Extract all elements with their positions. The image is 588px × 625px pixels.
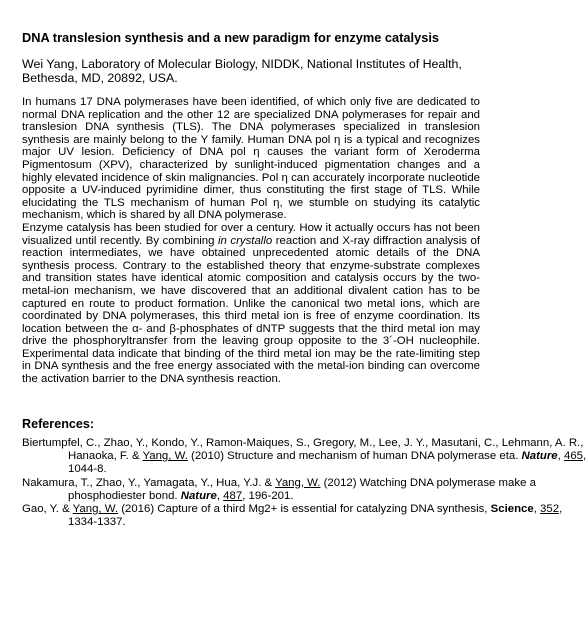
- ref-authors: Biertumpfel, C., Zhao, Y., Kondo, Y., Ramon-Maiques, S., Gregory, M., Lee, J. Y., Masutani, C., Lehmann, A. R., Hanaoka, F. &: [22, 437, 584, 463]
- ref-author-underlined: Yang, W.: [72, 503, 119, 516]
- ref-sep: ,: [533, 503, 541, 516]
- reference-item: [22, 477, 588, 503]
- ref-sep: ,: [216, 489, 224, 502]
- reference-item: [22, 437, 588, 477]
- paragraph-2-text-a: Enzyme catalysis has been studied for over a century. How it actually occurs has not been visualized until recently. By combining: [22, 221, 480, 247]
- ref-authors: Gao, Y. &: [22, 503, 73, 516]
- ref-journal: Nature: [180, 489, 217, 502]
- references-heading: References:: [22, 417, 95, 431]
- reference-item: [22, 503, 588, 529]
- ref-title: (2016) Capture of a third Mg2+ is essential for catalyzing DNA synthesis,: [118, 503, 491, 516]
- ref-volume: 352: [540, 503, 560, 516]
- ref-pages: , 1334-1337.: [68, 503, 563, 529]
- ref-journal: Nature: [521, 450, 558, 463]
- references-list: [22, 437, 587, 557]
- ref-sep: ,: [557, 450, 564, 463]
- affiliation-line-1: Wei Yang, Laboratory of Molecular Biology, NIDDK, National Institutes of Health,: [22, 57, 462, 71]
- ref-title: (2012) Watching DNA polymerase make a phosphodiester bond.: [68, 476, 536, 502]
- ref-author-underlined: Yang, W.: [142, 450, 188, 463]
- affiliation-line-2: Bethesda, MD, 20892, USA.: [22, 70, 178, 85]
- ref-pages: , 1044-8.: [68, 450, 587, 476]
- document-title: DNA translesion synthesis and a new paradigm for enzyme catalysis: [22, 30, 439, 45]
- ref-volume: 487: [223, 489, 243, 502]
- abstract-paragraph-2: [22, 222, 480, 386]
- ref-journal-bold: Science: [490, 503, 534, 516]
- author-affiliation: [22, 58, 482, 85]
- ref-author-underlined: Yang, W.: [275, 476, 321, 489]
- paragraph-2-italic: in crystallo: [218, 234, 273, 247]
- abstract-paragraph-1: In humans 17 DNA polymerases have been identified, of which only five are dedicated to normal DNA replication and the other 12 are specialized DNA polymerases for repair and translesion DNA synthesis (TLS). The DNA polymerases specialized in translesion synthesis are mainly belong to the Y family. Human DNA pol η is a typical and recognizes major UV lesion. Deficiency of DNA pol η causes the variant form of Xeroderma Pigmentosum (XPV), characterized by sunlight-induced pigmentation changes and a highly elevated incidence of skin malignancies. Pol η can accurately incorporate nucleotide opposite a UV-induced pyrimidine dimer, thus constituting the first stage of TLS. While elucidating the TLS mechanism of human Pol η, we stumble on studying its catalytic mechanism, which is shared by all DNA polymerase.: [22, 96, 480, 222]
- paragraph-2-text-b: reaction and X-ray diffraction analysis of reaction intermediates, we have obtained unprecedented atomic details of the DNA synthesis process. Contrary to the established theory that enzyme-substrate complexes and transition states have identical atomic composition and catalysis occurs by the two-metal-ion mechanism, we have discovered that an additional divalent cation has to be captured en route to product formation. Unlike the canonical two metal ions, which are coordinated by DNA polymerases, this third metal ion is free of enzyme coordination. Its location between the α- and β-phosphates of dNTP suggests that the third metal ion may drive the phosphoryltransfer from the leaving group opposite to the 3´-OH nucleophile. Experimental data indicate that binding of the third metal ion may be the rate-limiting step in DNA synthesis and the free energy associated with the metal-ion binding can overcome the activation barrier to the DNA synthesis reaction.: [22, 234, 480, 386]
- ref-volume: 465: [563, 450, 583, 463]
- ref-authors: Nakamura, T., Zhao, Y., Yamagata, Y., Hua, Y.J. &: [22, 476, 276, 489]
- abstract-body: [22, 96, 480, 386]
- ref-title: (2010) Structure and mechanism of human DNA polymerase eta.: [187, 450, 522, 463]
- ref-pages: , 196-201.: [242, 489, 294, 502]
